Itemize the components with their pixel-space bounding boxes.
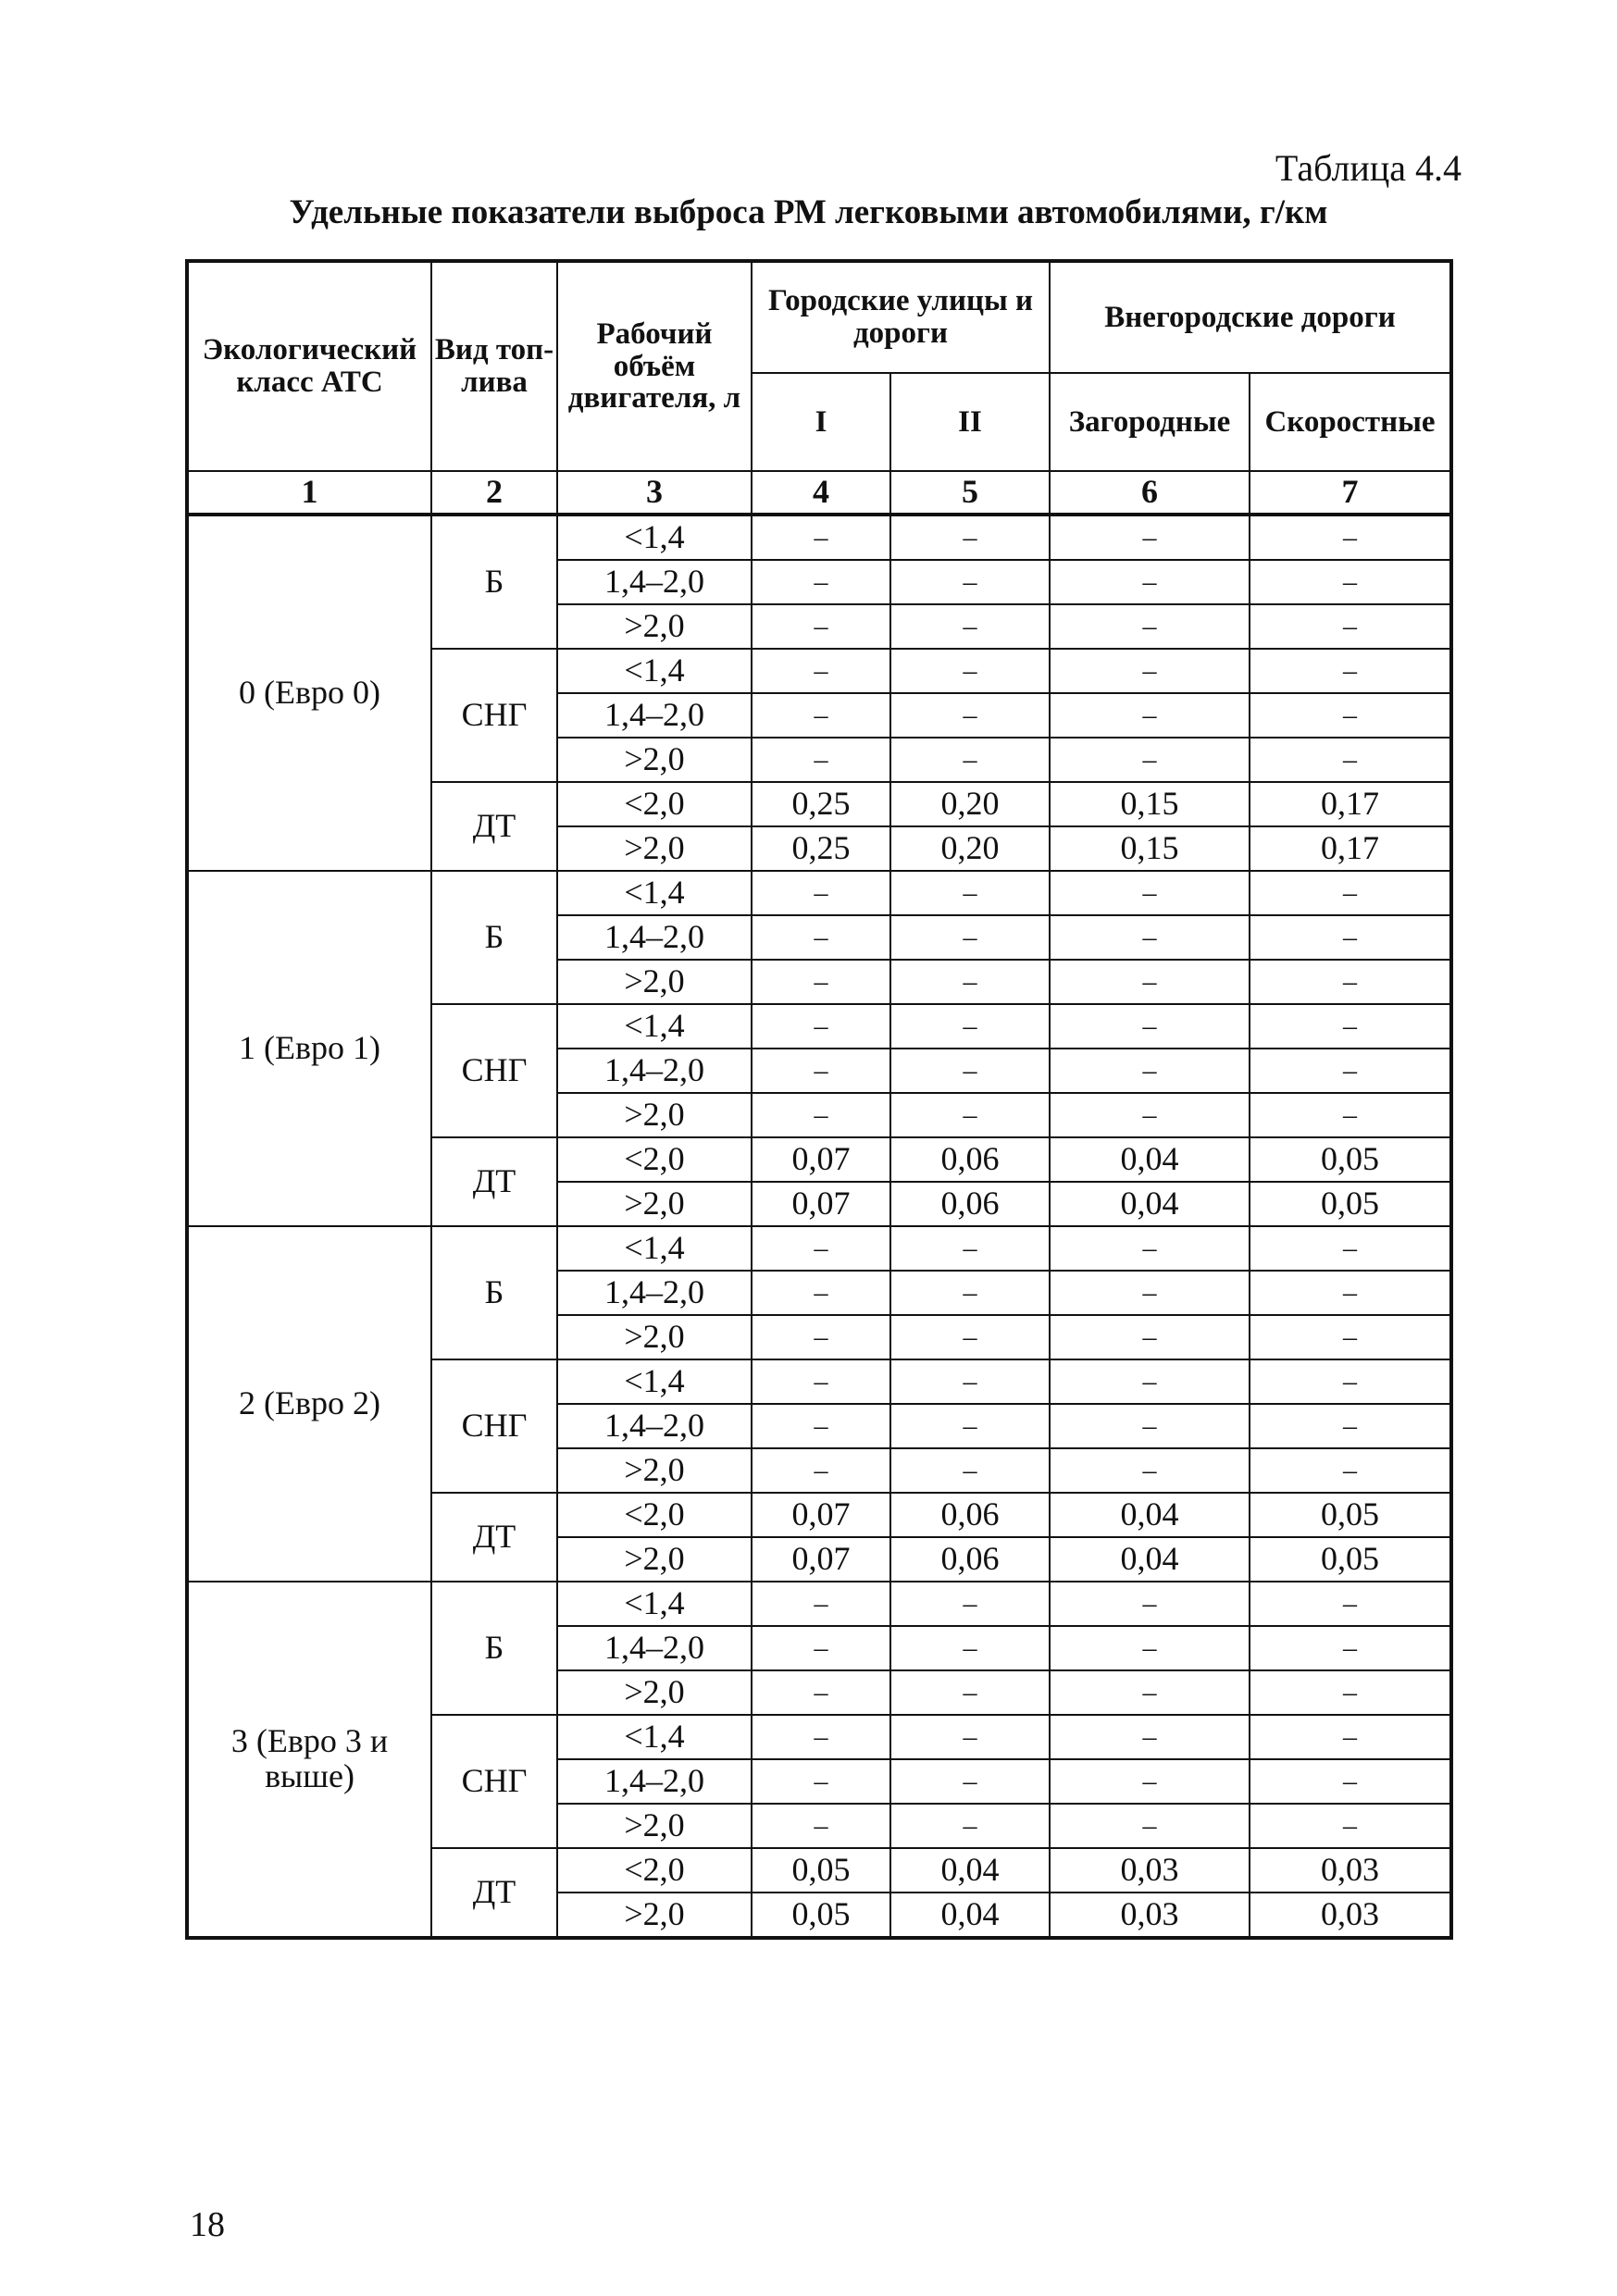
header-highway: Скоростные xyxy=(1250,373,1451,471)
emission-value-cell: – xyxy=(1250,1670,1451,1715)
emission-value-cell: – xyxy=(1250,1582,1451,1626)
header-suburban: Загородные xyxy=(1050,373,1250,471)
emission-value-cell: – xyxy=(752,1715,890,1759)
emission-value-cell: 0,07 xyxy=(752,1137,890,1182)
emission-value-cell: 0,07 xyxy=(752,1182,890,1226)
eco-class-cell: 1 (Евро 1) xyxy=(187,871,431,1226)
fuel-type-cell: ДТ xyxy=(431,1493,557,1582)
emission-value-cell: – xyxy=(890,1271,1050,1315)
emission-value-cell: – xyxy=(890,1226,1050,1271)
emission-value-cell: – xyxy=(890,1049,1050,1093)
emission-value-cell: – xyxy=(1050,1226,1250,1271)
emission-value-cell: – xyxy=(752,1404,890,1448)
fuel-type-cell: ДТ xyxy=(431,1848,557,1938)
table-row xyxy=(187,1582,1451,1626)
emission-value-cell: – xyxy=(752,1226,890,1271)
fuel-type-cell: Б xyxy=(431,515,557,649)
engine-volume-cell: >2,0 xyxy=(557,604,752,649)
engine-volume-cell: 1,4–2,0 xyxy=(557,1404,752,1448)
emission-value-cell: – xyxy=(1250,738,1451,782)
emission-value-cell: 0,05 xyxy=(1250,1182,1451,1226)
emission-value-cell: 0,17 xyxy=(1250,826,1451,871)
fuel-type-cell: ДТ xyxy=(431,1137,557,1226)
emission-value-cell: – xyxy=(890,1004,1050,1049)
column-number: 3 xyxy=(557,471,752,515)
column-number: 6 xyxy=(1050,471,1250,515)
emission-value-cell: – xyxy=(752,693,890,738)
emission-value-cell: – xyxy=(1050,1448,1250,1493)
emission-value-cell: – xyxy=(890,1359,1050,1404)
emission-value-cell: – xyxy=(752,604,890,649)
emission-value-cell: 0,05 xyxy=(752,1893,890,1938)
emission-value-cell: – xyxy=(1250,1093,1451,1137)
engine-volume-cell: >2,0 xyxy=(557,738,752,782)
emission-value-cell: – xyxy=(1050,515,1250,560)
emission-value-cell: – xyxy=(1050,738,1250,782)
emission-value-cell: – xyxy=(1050,1271,1250,1315)
emission-value-cell: – xyxy=(1250,1049,1451,1093)
header-city-roads: Городские улицы и дороги xyxy=(752,261,1050,373)
emission-value-cell: – xyxy=(890,693,1050,738)
header-city-i: I xyxy=(752,373,890,471)
emission-value-cell: – xyxy=(1050,693,1250,738)
engine-volume-cell: >2,0 xyxy=(557,1537,752,1582)
emission-value-cell: 0,06 xyxy=(890,1537,1050,1582)
emission-value-cell: – xyxy=(1050,1315,1250,1359)
emission-value-cell: – xyxy=(1050,871,1250,915)
emission-value-cell: 0,07 xyxy=(752,1493,890,1537)
engine-volume-cell: <2,0 xyxy=(557,782,752,826)
fuel-type-cell: Б xyxy=(431,1582,557,1715)
emission-value-cell: – xyxy=(1250,915,1451,960)
fuel-type-cell: СНГ xyxy=(431,1359,557,1493)
engine-volume-cell: 1,4–2,0 xyxy=(557,1626,752,1670)
emission-value-cell: – xyxy=(752,1582,890,1626)
engine-volume-cell: 1,4–2,0 xyxy=(557,1271,752,1315)
engine-volume-cell: <1,4 xyxy=(557,871,752,915)
emission-value-cell: 0,06 xyxy=(890,1182,1050,1226)
emission-value-cell: – xyxy=(1250,1715,1451,1759)
fuel-type-cell: ДТ xyxy=(431,782,557,871)
column-number: 7 xyxy=(1250,471,1451,515)
header-row-top xyxy=(187,261,1451,373)
emission-value-cell: – xyxy=(890,1804,1050,1848)
emission-value-cell: – xyxy=(1250,1759,1451,1804)
emission-value-cell: – xyxy=(1250,560,1451,604)
emission-value-cell: 0,06 xyxy=(890,1493,1050,1537)
fuel-type-cell: СНГ xyxy=(431,649,557,782)
engine-volume-cell: 1,4–2,0 xyxy=(557,1759,752,1804)
emission-value-cell: 0,25 xyxy=(752,826,890,871)
emission-value-cell: – xyxy=(890,649,1050,693)
emission-value-cell: – xyxy=(1050,1670,1250,1715)
column-number: 2 xyxy=(431,471,557,515)
emission-value-cell: – xyxy=(752,960,890,1004)
emission-value-cell: – xyxy=(890,1404,1050,1448)
emission-value-cell: 0,03 xyxy=(1250,1848,1451,1893)
emission-value-cell: – xyxy=(890,915,1050,960)
emission-value-cell: – xyxy=(1250,871,1451,915)
emission-value-cell: – xyxy=(752,915,890,960)
column-number-row xyxy=(187,471,1451,515)
emission-value-cell: – xyxy=(1050,1004,1250,1049)
emission-value-cell: 0,03 xyxy=(1050,1893,1250,1938)
emission-value-cell: 0,03 xyxy=(1250,1893,1451,1938)
emission-value-cell: – xyxy=(1250,1404,1451,1448)
emission-value-cell: – xyxy=(1050,960,1250,1004)
fuel-type-cell: СНГ xyxy=(431,1715,557,1848)
emission-value-cell: – xyxy=(890,1093,1050,1137)
emission-value-cell: – xyxy=(752,1093,890,1137)
emission-value-cell: 0,04 xyxy=(1050,1182,1250,1226)
engine-volume-cell: 1,4–2,0 xyxy=(557,1049,752,1093)
emission-value-cell: – xyxy=(752,1271,890,1315)
emission-value-cell: 0,04 xyxy=(1050,1537,1250,1582)
eco-class-cell: 2 (Евро 2) xyxy=(187,1226,431,1582)
header-eco-class: Экологический класс АТС xyxy=(187,261,431,471)
emission-value-cell: – xyxy=(1050,1804,1250,1848)
emission-value-cell: – xyxy=(890,1715,1050,1759)
emission-value-cell: – xyxy=(752,738,890,782)
table-label: Таблица 4.4 xyxy=(1275,147,1462,189)
page-number: 18 xyxy=(190,2205,225,2244)
emission-value-cell: – xyxy=(1050,1404,1250,1448)
emission-value-cell: – xyxy=(1050,915,1250,960)
engine-volume-cell: <1,4 xyxy=(557,1582,752,1626)
emission-value-cell: – xyxy=(752,560,890,604)
emission-value-cell: – xyxy=(752,1804,890,1848)
engine-volume-cell: 1,4–2,0 xyxy=(557,915,752,960)
emission-value-cell: – xyxy=(752,1359,890,1404)
engine-volume-cell: >2,0 xyxy=(557,960,752,1004)
emission-value-cell: 0,05 xyxy=(1250,1537,1451,1582)
emission-value-cell: – xyxy=(890,604,1050,649)
emission-value-cell: – xyxy=(1050,649,1250,693)
emission-value-cell: – xyxy=(1250,1315,1451,1359)
header-city-ii: II xyxy=(890,373,1050,471)
engine-volume-cell: <1,4 xyxy=(557,649,752,693)
emission-value-cell: – xyxy=(890,515,1050,560)
emission-value-cell: – xyxy=(1250,960,1451,1004)
header-intercity-roads: Внегородские дороги xyxy=(1050,261,1451,373)
engine-volume-cell: <2,0 xyxy=(557,1848,752,1893)
fuel-type-cell: СНГ xyxy=(431,1004,557,1137)
engine-volume-cell: 1,4–2,0 xyxy=(557,560,752,604)
emission-value-cell: 0,20 xyxy=(890,826,1050,871)
engine-volume-cell: >2,0 xyxy=(557,1315,752,1359)
engine-volume-cell: <1,4 xyxy=(557,1359,752,1404)
engine-volume-cell: <2,0 xyxy=(557,1137,752,1182)
emission-value-cell: – xyxy=(1250,604,1451,649)
emission-value-cell: 0,06 xyxy=(890,1137,1050,1182)
emission-value-cell: 0,25 xyxy=(752,782,890,826)
emission-value-cell: – xyxy=(890,560,1050,604)
emission-value-cell: – xyxy=(752,1626,890,1670)
engine-volume-cell: >2,0 xyxy=(557,1670,752,1715)
emission-value-cell: – xyxy=(1250,1004,1451,1049)
emission-value-cell: – xyxy=(890,1759,1050,1804)
table-row xyxy=(187,871,1451,915)
emission-value-cell: – xyxy=(752,1315,890,1359)
emission-value-cell: – xyxy=(1050,1626,1250,1670)
emission-value-cell: – xyxy=(1250,1359,1451,1404)
emission-value-cell: – xyxy=(752,515,890,560)
column-number: 4 xyxy=(752,471,890,515)
emission-value-cell: – xyxy=(752,649,890,693)
emission-value-cell: 0,05 xyxy=(1250,1137,1451,1182)
emission-value-cell: – xyxy=(752,871,890,915)
emission-value-cell: 0,04 xyxy=(1050,1137,1250,1182)
emission-value-cell: – xyxy=(1050,1715,1250,1759)
engine-volume-cell: >2,0 xyxy=(557,826,752,871)
emission-value-cell: – xyxy=(1050,1049,1250,1093)
emission-value-cell: 0,03 xyxy=(1050,1848,1250,1893)
engine-volume-cell: <1,4 xyxy=(557,1004,752,1049)
header-engine-volume: Рабочий объём двигателя, л xyxy=(557,261,752,471)
emission-value-cell: – xyxy=(1250,1804,1451,1848)
eco-class-cell: 0 (Евро 0) xyxy=(187,515,431,871)
emission-value-cell: – xyxy=(890,960,1050,1004)
emission-value-cell: – xyxy=(890,1626,1050,1670)
emission-value-cell: – xyxy=(1250,649,1451,693)
emission-value-cell: 0,04 xyxy=(1050,1493,1250,1537)
engine-volume-cell: <1,4 xyxy=(557,1226,752,1271)
emission-value-cell: – xyxy=(1250,1448,1451,1493)
emission-value-cell: – xyxy=(890,1670,1050,1715)
engine-volume-cell: <1,4 xyxy=(557,1715,752,1759)
emission-value-cell: – xyxy=(1050,604,1250,649)
emissions-table xyxy=(185,259,1453,1940)
emission-value-cell: – xyxy=(890,1582,1050,1626)
emission-value-cell: – xyxy=(890,1315,1050,1359)
emission-value-cell: – xyxy=(752,1448,890,1493)
emission-value-cell: – xyxy=(752,1049,890,1093)
eco-class-cell: 3 (Евро 3 и выше) xyxy=(187,1582,431,1938)
table-body xyxy=(187,515,1451,1938)
engine-volume-cell: >2,0 xyxy=(557,1182,752,1226)
emission-value-cell: 0,20 xyxy=(890,782,1050,826)
emission-value-cell: – xyxy=(1050,1759,1250,1804)
engine-volume-cell: 1,4–2,0 xyxy=(557,693,752,738)
engine-volume-cell: >2,0 xyxy=(557,1804,752,1848)
emission-value-cell: – xyxy=(1250,1626,1451,1670)
emission-value-cell: – xyxy=(1050,560,1250,604)
emission-value-cell: – xyxy=(890,1448,1050,1493)
column-number: 1 xyxy=(187,471,431,515)
engine-volume-cell: >2,0 xyxy=(557,1448,752,1493)
engine-volume-cell: >2,0 xyxy=(557,1893,752,1938)
fuel-type-cell: Б xyxy=(431,1226,557,1359)
emission-value-cell: – xyxy=(1050,1093,1250,1137)
table-title: Удельные показатели выброса РМ легковыми автомобилями, г/км xyxy=(289,193,1328,231)
emission-value-cell: 0,05 xyxy=(1250,1493,1451,1537)
engine-volume-cell: >2,0 xyxy=(557,1093,752,1137)
engine-volume-cell: <2,0 xyxy=(557,1493,752,1537)
table-row xyxy=(187,1226,1451,1271)
emission-value-cell: – xyxy=(752,1004,890,1049)
emission-value-cell: – xyxy=(1050,1359,1250,1404)
emission-value-cell: 0,04 xyxy=(890,1848,1050,1893)
emission-value-cell: 0,15 xyxy=(1050,826,1250,871)
emission-value-cell: – xyxy=(1250,693,1451,738)
fuel-type-cell: Б xyxy=(431,871,557,1004)
table-row xyxy=(187,515,1451,560)
column-number: 5 xyxy=(890,471,1050,515)
emission-value-cell: – xyxy=(1250,515,1451,560)
emission-value-cell: 0,15 xyxy=(1050,782,1250,826)
emission-value-cell: – xyxy=(1050,1582,1250,1626)
emission-value-cell: – xyxy=(752,1759,890,1804)
emission-value-cell: 0,17 xyxy=(1250,782,1451,826)
emission-value-cell: – xyxy=(752,1670,890,1715)
emission-value-cell: 0,04 xyxy=(890,1893,1050,1938)
header-fuel-type: Вид топ-лива xyxy=(431,261,557,471)
emission-value-cell: – xyxy=(1250,1271,1451,1315)
emission-value-cell: – xyxy=(890,738,1050,782)
emission-value-cell: – xyxy=(1250,1226,1451,1271)
emission-value-cell: 0,05 xyxy=(752,1848,890,1893)
emission-value-cell: 0,07 xyxy=(752,1537,890,1582)
emission-value-cell: – xyxy=(890,871,1050,915)
engine-volume-cell: <1,4 xyxy=(557,515,752,560)
